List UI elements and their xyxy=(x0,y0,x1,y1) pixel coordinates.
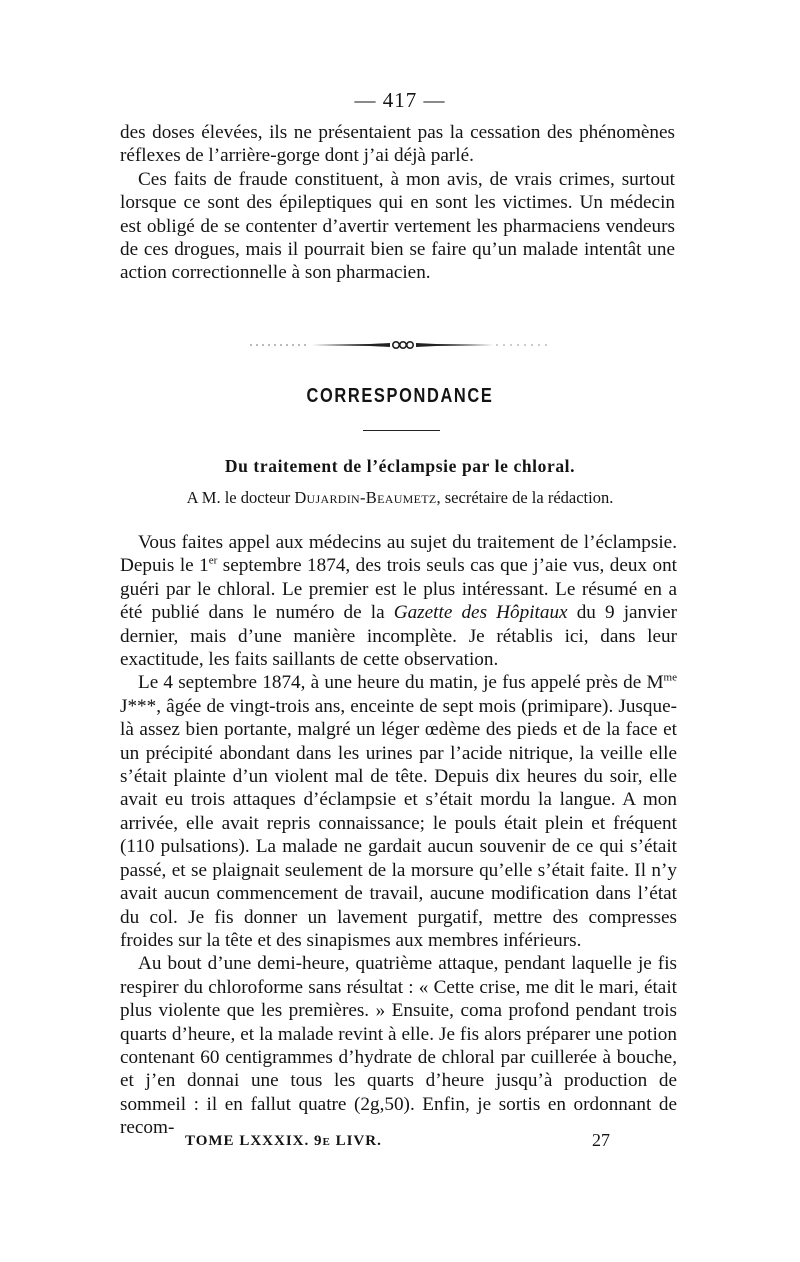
paragraph: des doses élevées, ils ne présentaient pas la cessation des phénomènes réflexes de l’arrière-gorge dont j’ai déjà parlé. xyxy=(120,122,675,167)
title-rule xyxy=(363,430,440,431)
addressee-line xyxy=(0,488,800,508)
paragraph xyxy=(120,671,677,952)
text-run: Le 4 septembre 1874, à une heure du matin, je fus appelé près de M xyxy=(138,672,664,694)
addressee-prefix: A M. le docteur xyxy=(186,488,291,507)
text-run: du 9 janvier dernier, mais d’une manière incomplète. Je rétablis ici, dans leur exactitude, les faits saillants de cette observation. xyxy=(120,602,677,671)
text-run: Vous faites appel aux médecins au sujet du traitement de l’éclampsie. Depuis le 1 xyxy=(120,532,677,577)
superscript: me xyxy=(663,672,677,685)
top-text-block xyxy=(120,121,675,285)
journal-title: Gazette des Hôpitaux xyxy=(393,602,568,624)
footer-signature-number: 27 xyxy=(592,1130,610,1150)
paragraph xyxy=(120,531,677,671)
paragraph: Ces faits de fraude constituent, à mon avis, de vrais crimes, surtout lorsque ce sont des épileptiques qui en sont les victimes. Un médecin est obligé de se contenter d’avertir vertement les pharmaciens vendeurs de ces drogues, mais il pourrait bien se faire qu’un malade intentât une action correctionnelle à son pharmacien. xyxy=(120,168,675,284)
ornament-divider xyxy=(250,338,550,352)
section-title: CORRESPONDANCE xyxy=(306,385,494,407)
addressee-name: Dujardin-Beaumetz xyxy=(294,488,437,507)
addressee-suffix: , secrétaire de la rédaction. xyxy=(436,488,614,507)
superscript: er xyxy=(208,555,218,568)
article-title: Du traitement de l’éclampsie par le chloral. xyxy=(224,456,576,476)
page-number: — 417 — xyxy=(354,88,446,112)
footer-volume: TOME LXXXIX. 9e LIVR. xyxy=(185,1133,382,1149)
text-run: J***, âgée de vingt-trois ans, enceinte de sept mois (primipare). Jusque-là assez bien portante, malgré un léger œdème des pieds et de la face et un précipité abondant dans les urines par l’acide nitrique, la veille elle s’était plainte d’un violent mal de tête. Depuis dix heures du soir, elle avait eu trois attaques d’éclampsie et s’était mordu la langue. A mon arrivée, elle avait repris connaissance; le pouls était plein et fréquent (110 pulsations). La malade ne gardait aucun souvenir de ce qui s’était passé, et se plaignait seulement de la morsure qu’elle s’était faite. Il n’y avait aucun commencement de travail, aucune modification dans l’état du col. Je fis donner un lavement purgatif, mettre des compresses froides sur la tête et des sinapismes aux membres inférieurs. xyxy=(120,695,677,951)
text-run: septembre 1874, des trois seuls cas que j’aie vus, deux ont guéri par le chloral. Le premier est le plus intéressant. Le résumé en a été publié dans le numéro de la xyxy=(120,555,677,624)
letter-body xyxy=(120,531,677,1140)
paragraph: Au bout d’une demi-heure, quatrième attaque, pendant laquelle je fis respirer du chloroforme sans résultat : « Cette crise, me dit le mari, était plus violente que les premières. » Ensuite, coma profond pendant trois quarts d’heure, et la malade revint à elle. Je fis alors préparer une potion contenant 60 centigrammes d’hydrate de chloral par cuillerée à bouche, et j’en donnai une tous les quarts d’heure jusqu’à production de sommeil : il en fallut quatre (2g,50). Enfin, je sortis en ordonnant de recom- xyxy=(120,953,677,1139)
